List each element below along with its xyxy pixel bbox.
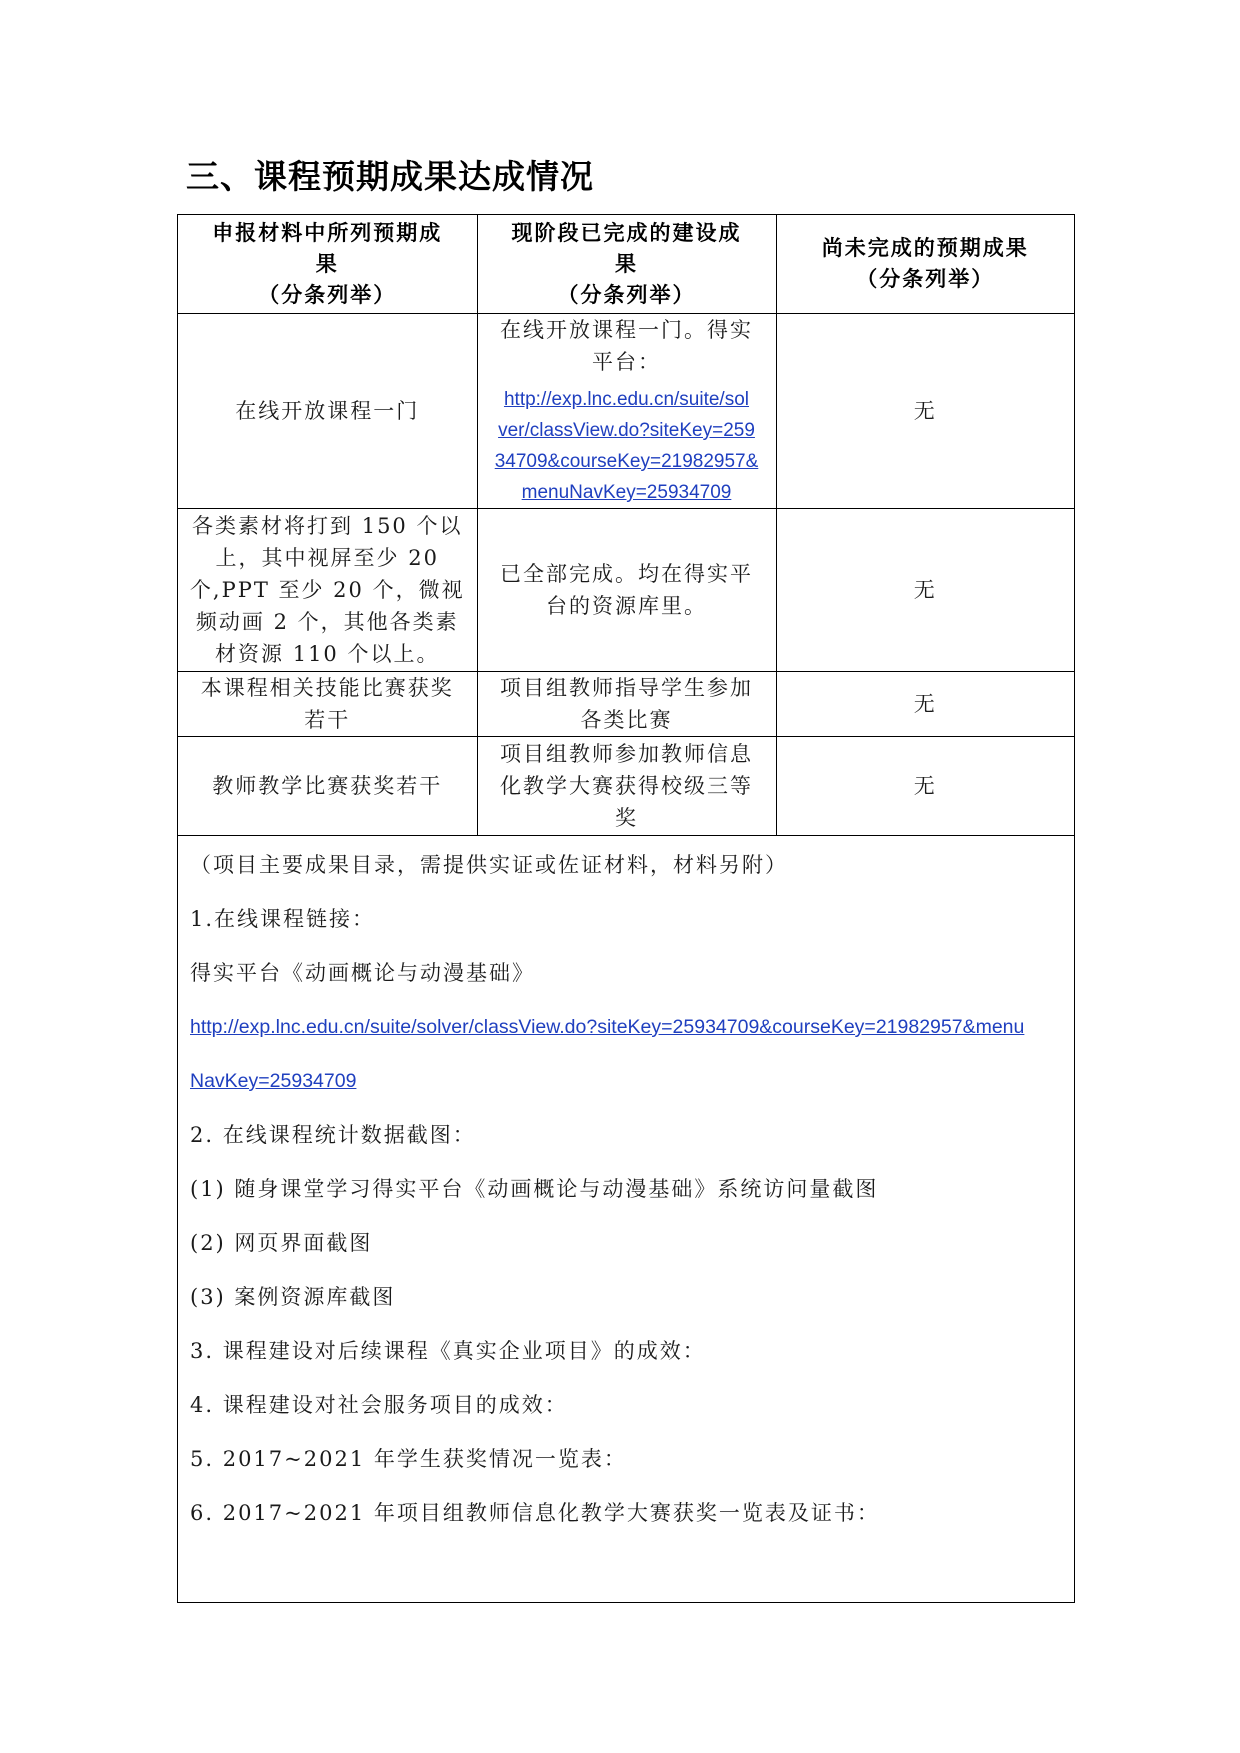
table-row [178,314,1074,509]
cell-line: 上，其中视屏至少 20 [215,546,439,570]
header-pending [776,215,1074,314]
completed-cell [477,672,776,737]
cell-line: 平台： [592,350,661,374]
completed-cell [477,737,776,836]
platform-name: 得实平台《动画概论与动漫基础》 [190,961,535,985]
section-title: 三、课程预期成果达成情况 [186,157,594,196]
list-subitem: (3) 案例资源库截图 [190,1285,396,1309]
cell-line: 个,PPT 至少 20 个，微视 [189,578,465,602]
cell-line: 各类素材将打到 150 个以 [192,514,463,538]
planned-cell [178,509,477,672]
list-item: 6. 2017~2021 年项目组教师信息化教学大赛获奖一览表及证书： [190,1501,880,1525]
course-url-link[interactable]: http://exp.lnc.edu.cn/suite/solver/classView.do?siteKey=25934709&courseKey=21982957&menu [190,1016,1025,1038]
completed-cell [477,509,776,672]
outcome-table [178,215,1074,836]
course-link-line[interactable]: http://exp.lnc.edu.cn/suite/sol [503,389,750,410]
cell-line: 项目组教师参加教师信息 [500,742,753,766]
course-link-line[interactable]: ver/classView.do?siteKey=259 [498,420,755,441]
cell-line: 化教学大赛获得校级三等 [500,774,753,798]
course-url-link-continued[interactable]: NavKey=25934709 [190,1070,357,1092]
list-item: 4. 课程建设对社会服务项目的成效： [190,1393,568,1417]
cell-line: 材资源 110 个以上。 [215,642,440,666]
pending-cell: 无 [776,672,1074,737]
course-link-line[interactable]: 34709&courseKey=21982957& [494,451,759,472]
outcome-form [177,214,1075,1603]
pending-cell: 无 [776,314,1074,509]
header-completed-note: （分条列举） [557,282,696,307]
header-completed [477,215,776,314]
cell-line: 若干 [304,708,351,732]
planned-cell [178,314,477,509]
cell-line: 本课程相关技能比赛获奖 [200,676,454,700]
cell-line: 已全部完成。均在得实平 [500,562,753,586]
cell-line: 各类比赛 [580,708,673,732]
pending-cell: 无 [776,509,1074,672]
header-planned-note: （分条列举） [258,282,397,307]
planned-cell [178,737,477,836]
cell-line: 频动画 2 个，其他各类素 [195,610,459,634]
cell-line: 项目组教师指导学生参加 [500,676,753,700]
completed-cell [477,314,776,509]
header-completed-line: 果 [615,251,638,276]
cell-line: 奖 [615,806,638,830]
table-row [178,737,1074,836]
list-intro: （项目主要成果目录，需提供实证或佐证材料，材料另附） [190,853,788,877]
table-row [178,672,1074,737]
header-planned-line: 申报材料中所列预期成 [212,220,443,245]
list-item: 3. 课程建设对后续课程《真实企业项目》的成效： [190,1339,706,1363]
cell-line: 教师教学比赛获奖若干 [212,774,443,798]
course-link [484,384,770,508]
cell-line: 台的资源库里。 [546,594,707,618]
cell-line: 在线开放课程一门。得实 [500,318,753,342]
header-pending-line: 尚未完成的预期成果 [821,236,1029,260]
cell-line: 在线开放课程一门 [235,399,420,423]
header-planned-line: 果 [315,251,339,276]
header-planned [178,215,477,314]
planned-cell [178,672,477,737]
course-link-line[interactable]: menuNavKey=25934709 [521,482,732,503]
header-pending-note: （分条列举） [856,267,995,291]
header-row [178,215,1074,314]
list-subitem: (2) 网页界面截图 [190,1231,373,1255]
list-subitem: (1) 随身课堂学习得实平台《动画概论与动漫基础》系统访问量截图 [190,1177,879,1201]
list-item: 5. 2017~2021 年学生获奖情况一览表： [190,1447,627,1471]
header-completed-line: 现阶段已完成的建设成 [511,220,742,245]
list-item: 2. 在线课程统计数据截图： [190,1123,476,1147]
pending-cell: 无 [776,737,1074,836]
list-item: 1.在线课程链接： [190,907,376,931]
achievement-list [190,849,1064,1551]
table-row [178,509,1074,672]
